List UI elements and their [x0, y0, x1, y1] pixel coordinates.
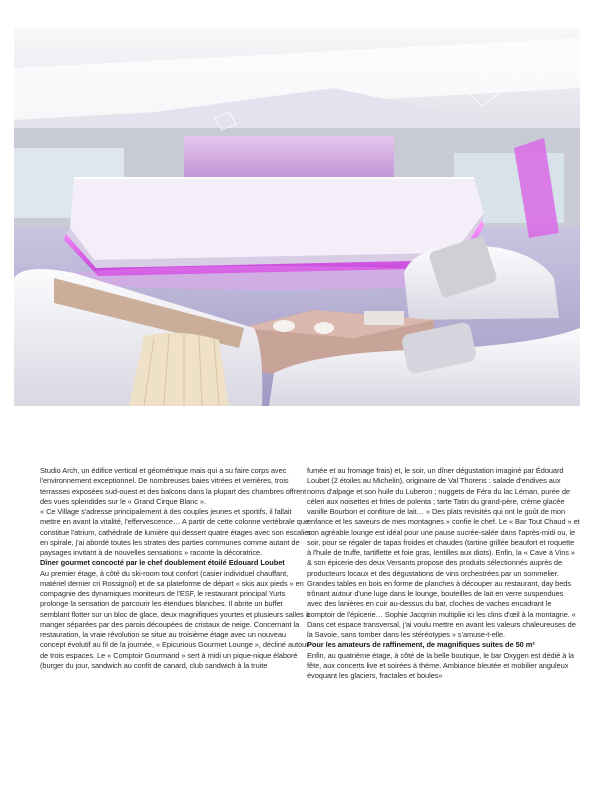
- text-column-right: [307, 466, 580, 681]
- section-heading: Dîner gourmet concocté par le chef doublement étoilé Edouard Loubet: [40, 558, 285, 568]
- paragraph: « Ce Village s'adresse principalement à des couples jeunes et sportifs, il fallait mettre en avant la vitalité, l'effervescence… A partir de cette colonne vertébrale que constitue l'atrium, cathédrale de lumière qui dessert quatre étages avec son escalier en spirale, j'ai abordé toutes les strates des parties communes comme autant de paysages invitant à de nouvelles sensations » raconte la décoratrice.: [40, 507, 311, 557]
- paragraph: Studio Arch, un édifice vertical et géométrique mais qui a su faire corps avec l'environnement exceptionnel. De nombreuses baies vitrées et verrières, trois terrasses exposées sud-ouest et des balcons dans la plupart des chambres offrent des vues splendides sur le « Grand Cirque Blanc ».: [40, 466, 307, 506]
- paragraph: Enfin, au quatrième étage, à côté de la belle boutique, le bar Oxygen est dédié à la fête, aux concerts live et soirées à thème. Ambiance bleutée et mobilier anguleux évoquant les glaciers, fractales et boules»: [307, 650, 574, 680]
- paragraph: Au premier étage, à côté du ski-room tout confort (casier individuel chauffant, matériel dernier cri Rossignol) et de sa plateforme de départ « skis aux pieds » en compagnie des dynamiques moniteurs de l'ESF, le restaurant principal Yurts prolonge la sensation de parcourir les étendues blanches. Il abrite un buffet semblant flotter sur un bloc de glace, deux magnifiques yourtes et plusieurs salles à manger séparées par des parois découpées de cristaux de neige. Concernant la restauration, la vraie révolution se situe au troisième étage avec un nouveau concept évolutif au fil de la journée, « Epicurious Gourmet Lounge », décliné autour de trois espaces. Le « Comptoir Gourmand » sert à midi un pique-nique élaboré (burger du jour, sandwich au confit de canard, club sandwich à la truite: [40, 568, 310, 670]
- paragraph: fumée et au fromage frais) et, le soir, un dîner dégustation imaginé par Édouard Loubet (2 étoiles au Michelin), originaire de Val Thorens : salade d'endives aux noms d'alpage et son huile du Luberon ; nuggets de Féra du lac Léman, purée de céleri aux noisettes et frites de polenta ; tarte Tatin du grand-père, crème glacée vanille Bourbon et confiture de lait… « Des plats revisités qui ont le goût de mon enfance et les saveurs de mes montagnes » confie le chef. Le « Bar Tout Chaud » et son agréable lounge est idéal pour une pause sucrée-salée dans l'après-midi ou, le soir, pour se régaler de tapas froides et chaudes (tartine grillée beaufort et roquette à l'huile de truffe, tartiflette et foie gras, lentilles aux diots). Enfin, la « Cave à Vins » & son épicerie des deux Versants propose des produits sélectionnés auprès de producteurs locaux et des dégustations de vins orchestrées par un sommelier. Grandes tables en bois en forme de planches à découper au restaurant, day beds trônant autour d'une luge dans le lounge, bouteilles de lait en verre suspendues avec des lanières en cuir au-dessus du bar, cloches de vaches encadrant le comptoir de l'épicerie… Sophie Jacqmin multiplie ici les clins d'œil à la montagne. « Dans cet espace transversal, j'ai voulu mettre en avant les valeurs chaleureuses de la Savoie, sans tomber dans les stéréotypes » s'amuse-t-elle.: [307, 466, 580, 639]
- text-column-left: [40, 466, 313, 671]
- lounge-photo: [14, 28, 580, 406]
- section-heading: Pour les amateurs de raffinement, de magnifiques suites de 50 m²: [307, 640, 535, 650]
